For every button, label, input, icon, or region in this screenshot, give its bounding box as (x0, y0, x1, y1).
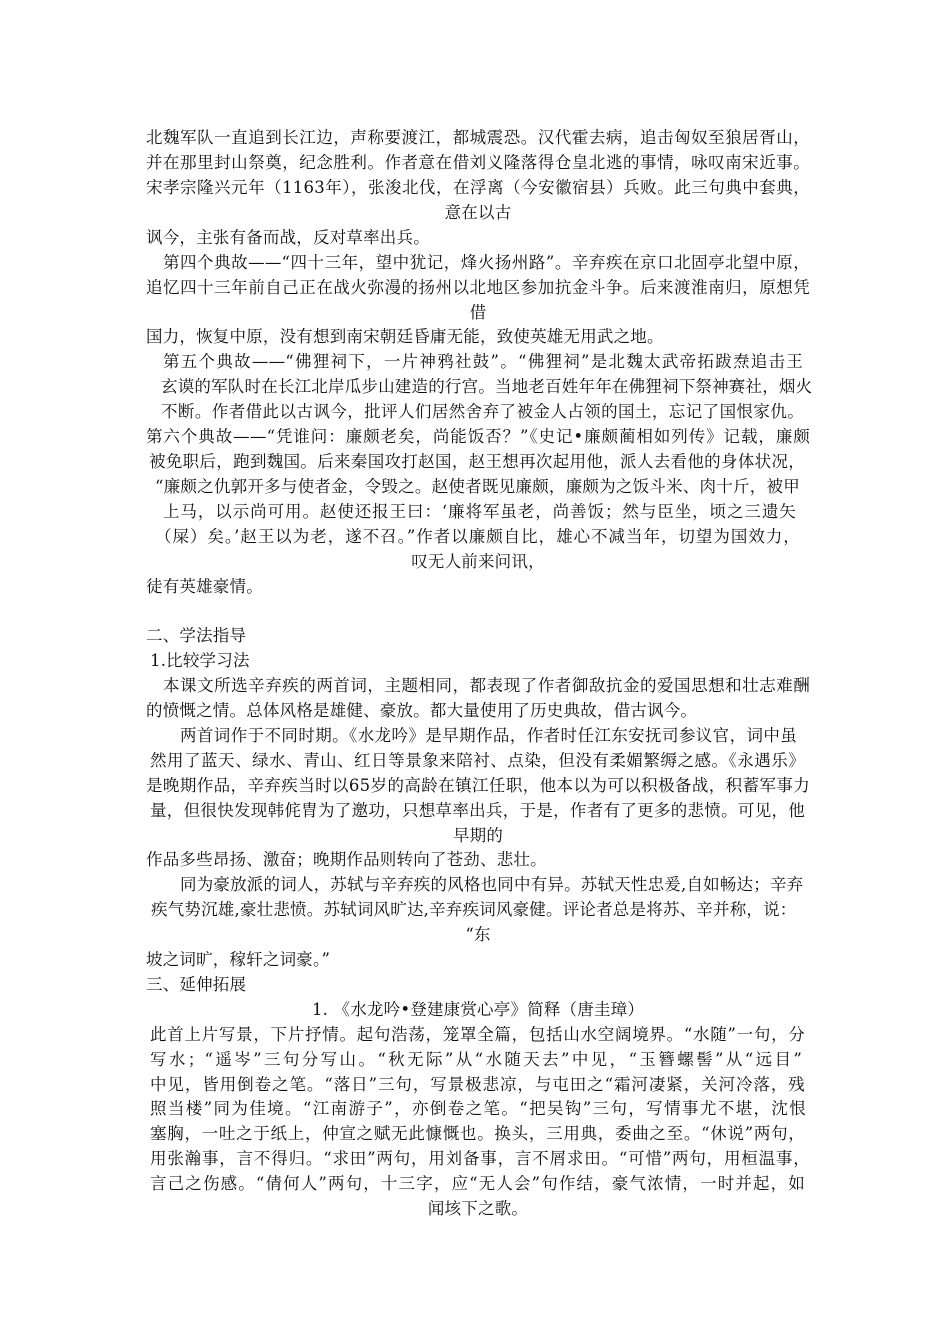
text-line: 疾气势沉雄,豪壮悲愤。苏轼词风旷达,辛弃疾词风豪健。评论者总是将苏、辛并称，说： (151, 900, 797, 919)
text-line: 作品多些昂扬、激奋；晚期作品则转向了苍劲、悲壮。 (146, 850, 547, 869)
text-line: 写水；“遥岑”三句分写山。“秋无际”从“水随天去”中见，“玉簪螺髻”从“远目” (150, 1050, 802, 1069)
text-line: 玄谟的军队时在长江北岸瓜步山建造的行宫。当地老百姓年年在佛狸祠下祭神赛社，烟火 (161, 377, 813, 396)
text-line: 同为豪放派的词人，苏轼与辛弃疾的风格也同中有异。苏轼天性忠爰,自如畅达；辛弃 (180, 875, 804, 894)
section-heading: 三、延伸拓展 (146, 975, 247, 994)
subsection-heading: 1.比较学习法 (150, 651, 250, 670)
text-line: 用张瀚事，言不得归。“求田”两句，用刘备事，言不屑求田。“可惜”两句，用桓温事， (150, 1149, 810, 1168)
text-line: 追忆四十三年前自己正在战火弥漫的扬州以北地区参加抗金斗争。后来渡淮南归，原想凭 (146, 278, 810, 297)
text-line: 的愤慨之情。总体风格是雄健、豪放。都大量使用了历史典故，借古讽今。 (146, 701, 698, 720)
text-line: 国力，恢复中原，没有想到南宋朝廷昏庸无能，致使英雄无用武之地。 (146, 327, 664, 346)
text-line: 徒有英雄豪情。 (146, 577, 263, 596)
text-line: 第四个典故——“四十三年，望中犹记，烽火扬州路”。辛弃疾在京口北固亭北望中原， (163, 253, 810, 272)
text-line: 借 (469, 303, 487, 322)
text-line: 意在以古 (444, 203, 512, 222)
text-line: 两首词作于不同时期。《水龙吟》是早期作品，作者时任江东安抚司参议官，词中虽 (180, 726, 797, 745)
text-line: 被免职后，跑到魏国。后来秦国攻打赵国，赵王想再次起用他，派人去看他的身体状况， (149, 452, 805, 471)
text-line: 第六个典故——“凭谁问：廉颇老矣，尚能饭否？”《史记•廉颇蔺相如列传》记载，廉颇 (146, 427, 810, 446)
subsection-title: 1. 《水龙吟•登建康赏心亭》简释（唐圭璋） (311, 1000, 645, 1019)
text-line: 中见，皆用倒卷之笔。“落日”三句，写景极悲凉，与屯田之“霜河凄紧，关河冷落，残 (150, 1075, 805, 1094)
text-line: “东 (465, 925, 491, 944)
text-line: 闻垓下之歌。 (427, 1199, 529, 1218)
text-line: 量，但很快发现韩侂胄为了邀功，只想草率出兵，于是，作者有了更多的悲愤。可见，他 (150, 801, 805, 820)
text-line: 然用了蓝天、绿水、青山、红日等景象来陪衬、点染，但没有柔媚繁缛之感。《永遇乐》 (150, 751, 805, 770)
text-line: 言己之伤感。“倩何人”两句，十三字，应“无人会”句作结，豪气浓情，一时并起，如 (150, 1174, 805, 1193)
text-line: 宋孝宗隆兴元年（1163年），张浚北伐，在浮离（今安徽宿县）兵败。此三句典中套典， (146, 178, 810, 197)
text-line: 不断。作者借此以古讽今，批评人们居然舍弃了被金人占领的国土，忘记了国恨家仇。 (161, 402, 804, 421)
text-line: 此首上片写景，下片抒情。起句浩荡，笼罩全篇，包括山水空阔境界。“水随”一句，分 (150, 1025, 805, 1044)
text-line: （屎）矣。’赵王以为老，遂不召。”作者以廉颇自比，雄心不减当年，切望为国效力， (155, 527, 800, 546)
text-line: 讽今，主张有备而战，反对草率出兵。 (146, 228, 430, 247)
text-line: 并在那里封山祭奠，纪念胜利。作者意在借刘义隆落得仓皇北逃的事情，咏叹南宋近事。 (146, 153, 810, 172)
text-line: 早期的 (452, 826, 504, 845)
text-line: 照当楼”同为佳境。“江南游子”，亦倒卷之笔。“把吴钩”三句，写情事尤不堪，沈恨 (150, 1099, 806, 1118)
text-line: 第五个典故——“佛狸祠下，一片神鸦社鼓”。“佛狸祠”是北魏太武帝拓跋焘追击王 (163, 352, 803, 371)
text-line: 坡之词旷，稼轩之词豪。” (146, 950, 331, 969)
text-line: “廉颇之仇郭开多与使者金，令毁之。赵使者既见廉颇，廉颇为之饭斗米、肉十斤，被甲 (155, 477, 800, 496)
text-line: 北魏军队一直追到长江边，声称要渡江，都城震恐。汉代霍去病，追击匈奴至狼居胥山， (146, 128, 810, 147)
text-line: 是晚期作品，辛弃疾当时以65岁的高龄在镇江任职，他本以为可以积极备战，积蓄军事力 (146, 776, 810, 795)
text-line: 塞胸，一吐之于纸上，仲宣之赋无此慷慨也。换头，三用典，委曲之至。“休说”两句， (150, 1124, 805, 1143)
text-line: 本课文所选辛弃疾的两首词，主题相同，都表现了作者御敌抗金的爱国思想和壮志难酬 (163, 676, 810, 695)
text-line: 叹无人前来问讯， (411, 552, 545, 571)
section-heading: 二、学法指导 (146, 626, 247, 645)
text-line: 上马，以示尚可用。赵使还报王曰：‘廉将军虽老，尚善饭；然与臣坐，顷之三遗矢 (163, 502, 796, 521)
